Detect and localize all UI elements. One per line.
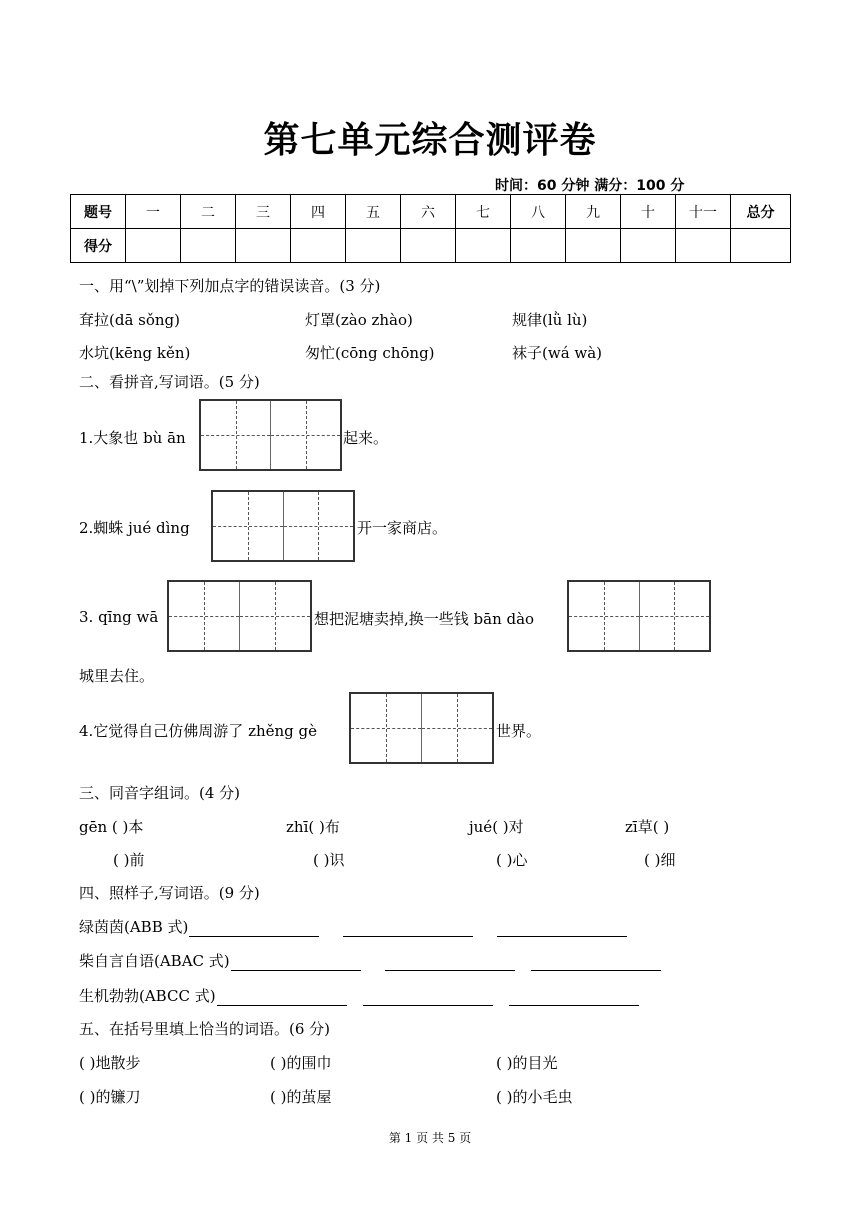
section-2-heading: 二、看拼音,写词语。(5 分): [79, 373, 260, 391]
score-header-cell: 二: [181, 195, 236, 229]
fill-item[interactable]: ( )的目光: [496, 1054, 558, 1072]
homophone-item[interactable]: ( )前: [113, 851, 145, 869]
score-header-cell: 九: [566, 195, 621, 229]
score-input-cell[interactable]: [126, 229, 181, 263]
pattern-label: 生机勃勃(ABCC 式): [79, 987, 216, 1005]
question-text: 想把泥塘卖掉,换一些钱 bān dào: [314, 610, 535, 628]
pinyin-item: 匆忙(cōng chōng): [305, 344, 435, 362]
writing-grid[interactable]: [211, 490, 355, 562]
answer-blank[interactable]: [531, 956, 661, 971]
score-header-cell: 三: [236, 195, 291, 229]
score-input-cell[interactable]: [566, 229, 621, 263]
score-input-cell[interactable]: [401, 229, 456, 263]
score-header-cell: 总分: [731, 195, 791, 229]
answer-blank[interactable]: [497, 922, 627, 937]
score-input-cell[interactable]: [621, 229, 676, 263]
answer-blank[interactable]: [217, 991, 347, 1006]
score-header-cell: 十一: [676, 195, 731, 229]
answer-blank[interactable]: [509, 991, 639, 1006]
pinyin-item: 水坑(kēng kěn): [79, 344, 191, 362]
pinyin-item: 耷拉(dā sǒng): [79, 311, 181, 329]
question-text: 开一家商店。: [357, 519, 448, 537]
question-text: 世界。: [496, 722, 542, 740]
writing-grid[interactable]: [567, 580, 711, 652]
question-text: 起来。: [343, 429, 389, 447]
score-header-cell: 六: [401, 195, 456, 229]
pinyin-item: 灯罩(zào zhào): [305, 311, 413, 329]
score-header-cell: 八: [511, 195, 566, 229]
question-text: 1.大象也 bù ān: [79, 429, 186, 447]
fill-item[interactable]: ( )的茧屋: [270, 1088, 332, 1106]
fill-item[interactable]: ( )的小毛虫: [496, 1088, 573, 1106]
writing-grid[interactable]: [199, 399, 342, 471]
section-3-heading: 三、同音字组词。(4 分): [79, 784, 241, 802]
score-header-cell: 题号: [71, 195, 126, 229]
pattern-row: [79, 950, 661, 971]
page-title: 第七单元综合测评卷: [263, 120, 597, 161]
pinyin-item: 袜子(wá wà): [512, 344, 603, 362]
score-header-cell: 五: [346, 195, 401, 229]
section-1-heading: 一、用“\”划掉下列加点字的错误读音。(3 分): [79, 277, 381, 295]
question-text: 2.蜘蛛 jué dìng: [79, 519, 190, 537]
pattern-label: 柴自言自语(ABAC 式): [79, 952, 230, 970]
score-header-cell: 七: [456, 195, 511, 229]
score-input-cell[interactable]: [346, 229, 401, 263]
fill-item[interactable]: ( )地散步: [79, 1054, 141, 1072]
pattern-row: [79, 916, 627, 937]
homophone-item[interactable]: ( )心: [496, 851, 528, 869]
pattern-row: [79, 985, 639, 1006]
score-input-cell[interactable]: [291, 229, 346, 263]
score-header-cell: 四: [291, 195, 346, 229]
answer-blank[interactable]: [363, 991, 493, 1006]
answer-blank[interactable]: [385, 956, 515, 971]
score-table: [70, 194, 791, 263]
writing-grid[interactable]: [349, 692, 494, 764]
writing-grid[interactable]: [167, 580, 312, 652]
homophone-item[interactable]: zhī( )布: [286, 818, 340, 836]
answer-blank[interactable]: [231, 956, 361, 971]
fill-item[interactable]: ( )的围巾: [270, 1054, 332, 1072]
section-5-heading: 五、在括号里填上恰当的词语。(6 分): [79, 1020, 331, 1038]
score-input-cell[interactable]: [181, 229, 236, 263]
section-4-heading: 四、照样子,写词语。(9 分): [79, 884, 260, 902]
pattern-label: 绿茵茵(ABB 式): [79, 918, 189, 936]
homophone-item[interactable]: ( )细: [644, 851, 676, 869]
homophone-item[interactable]: zī草( ): [625, 818, 670, 836]
pinyin-item: 规律(lǜ lù): [512, 311, 588, 329]
fill-item[interactable]: ( )的镰刀: [79, 1088, 141, 1106]
answer-blank[interactable]: [189, 922, 319, 937]
score-input-cell[interactable]: [236, 229, 291, 263]
exam-meta: 时间：60 分钟 满分：100 分: [495, 178, 685, 194]
score-input-cell[interactable]: [456, 229, 511, 263]
score-table-header-row: [71, 195, 791, 229]
score-input-cell[interactable]: [676, 229, 731, 263]
question-text: 4.它觉得自己仿佛周游了 zhěng gè: [79, 722, 318, 740]
score-input-cell[interactable]: [511, 229, 566, 263]
homophone-item[interactable]: gēn ( )本: [79, 818, 144, 836]
homophone-item[interactable]: ( )识: [313, 851, 345, 869]
score-header-cell: 十: [621, 195, 676, 229]
question-text: 城里去住。: [79, 667, 155, 685]
score-row-label: 得分: [71, 229, 126, 263]
score-table-score-row: [71, 229, 791, 263]
homophone-item[interactable]: jué( )对: [469, 818, 524, 836]
page-footer: 第 1 页 共 5 页: [388, 1131, 472, 1145]
score-input-cell[interactable]: [731, 229, 791, 263]
question-text: 3. qīng wā: [79, 608, 159, 626]
score-header-cell: 一: [126, 195, 181, 229]
answer-blank[interactable]: [343, 922, 473, 937]
